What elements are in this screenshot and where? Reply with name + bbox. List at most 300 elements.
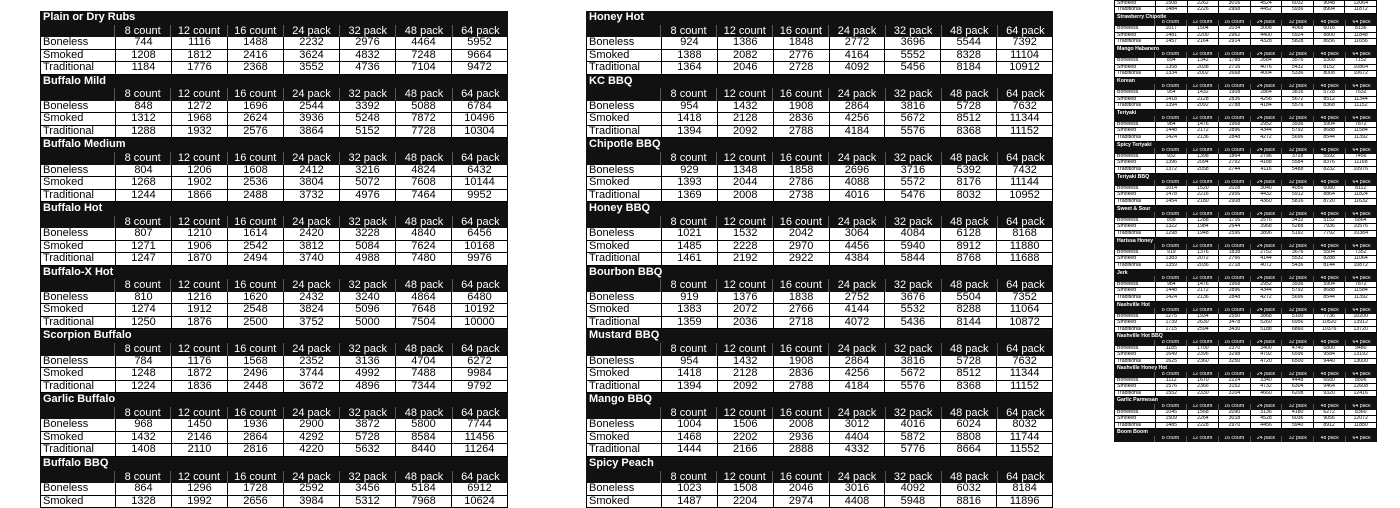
calorie-value: 2172 (1187, 288, 1219, 294)
calorie-value: 1432 (1187, 90, 1219, 96)
table-row (40, 444, 508, 457)
calorie-value: 10912 (996, 62, 1052, 74)
column-header: 24 pack (1250, 404, 1282, 410)
column-header: 64 pack (452, 152, 508, 165)
table-row (1114, 186, 1377, 193)
row-label: Smoked (41, 113, 115, 125)
row-label: Traditional (1115, 167, 1155, 173)
table-row (1114, 199, 1377, 206)
calorie-value: 2922 (773, 253, 829, 265)
calorie-value: 2028 (1218, 186, 1250, 192)
row-label: Traditional (1115, 295, 1155, 301)
table-row (586, 177, 1053, 190)
calorie-value: 4092 (829, 62, 885, 74)
column-header: 64 pack (1345, 212, 1377, 218)
calorie-value: 5072 (339, 177, 395, 189)
column-header: 16 count (1218, 308, 1250, 314)
calorie-value: 5728 (1313, 90, 1345, 96)
calorie-value: 2970 (1218, 423, 1250, 429)
row-label: Boneless (587, 419, 661, 431)
sauce-table (1114, 238, 1377, 270)
table-row (1114, 327, 1377, 334)
sauce-table (1114, 302, 1377, 334)
calorie-value: 3340 (1250, 378, 1282, 384)
calorie-value: 4180 (1281, 410, 1313, 416)
column-header-row (40, 216, 508, 229)
row-label: Smoked (1115, 33, 1155, 39)
calorie-value: 5432 (1281, 65, 1313, 71)
header-spacer (40, 471, 114, 484)
calorie-value: 2036 (717, 317, 773, 329)
column-header: 64 pack (997, 343, 1053, 356)
sauce-table (40, 138, 508, 202)
sauce-title: Plain or Dry Rubs (40, 11, 508, 25)
sauce-title: Honey Hot (586, 11, 1053, 25)
sauce-title: Teriyaki (1114, 110, 1377, 117)
calorie-value: 924 (661, 37, 717, 49)
column-header: 24 pack (828, 88, 884, 101)
column-header: 32 pack (1281, 404, 1313, 410)
column-header: 32 pack (1281, 308, 1313, 314)
row-label: Traditional (1115, 39, 1155, 45)
calorie-value: 8440 (395, 444, 451, 456)
calorie-value: 1649 (1155, 352, 1187, 358)
header-spacer (586, 216, 660, 229)
table-row (586, 126, 1053, 139)
calorie-value: 2128 (717, 368, 773, 380)
calorie-value: 2836 (773, 113, 829, 125)
column-header: 48 pack (1313, 276, 1345, 282)
calorie-value: 2496 (227, 368, 283, 380)
calorie-value: 8368 (1313, 103, 1345, 109)
calorie-value: 2716 (1218, 65, 1250, 71)
column-header: 48 pack (1313, 404, 1345, 410)
table-row (586, 62, 1053, 75)
column-header-row (586, 343, 1053, 356)
calorie-value: 10872 (996, 317, 1052, 329)
column-header: 32 pack (1281, 244, 1313, 250)
column-header: 32 pack (885, 216, 941, 229)
sauce-title: Jerk (1114, 270, 1377, 277)
calorie-value: 4448 (1281, 378, 1313, 384)
column-header: 12 count (170, 343, 226, 356)
calorie-value: 1625 (1155, 359, 1187, 365)
calorie-value: 1485 (661, 241, 717, 253)
calorie-value: 5800 (395, 419, 451, 431)
calorie-value: 5504 (940, 292, 996, 304)
calorie-value: 6456 (451, 228, 507, 240)
calorie-value: 3136 (339, 356, 395, 368)
calorie-value: 1457 (1155, 39, 1187, 45)
row-label: Traditional (1115, 231, 1155, 237)
calorie-value: 1004 (661, 419, 717, 431)
calorie-value: 5368 (1313, 58, 1345, 64)
column-header: 48 pack (1313, 148, 1345, 154)
column-header: 16 count (772, 279, 828, 292)
calorie-value: 4464 (395, 37, 451, 49)
calorie-value: 6032 (940, 483, 996, 495)
calorie-value: 3740 (283, 253, 339, 265)
calorie-value: 5672 (1281, 97, 1313, 103)
calorie-value: 5792 (1281, 128, 1313, 134)
calorie-value: 1568 (1187, 410, 1219, 416)
calorie-value: 3936 (1281, 122, 1313, 128)
calorie-value: 3152 (1218, 384, 1250, 390)
calorie-value: 9056 (1313, 416, 1345, 422)
calorie-value: 2968 (1218, 7, 1250, 13)
calorie-value: 3136 (1250, 410, 1282, 416)
column-header: 48 pack (941, 407, 997, 420)
table-row (586, 50, 1053, 63)
row-label: Traditional (1115, 391, 1155, 397)
calorie-value: 5940 (884, 241, 940, 253)
row-label: Boneless (587, 101, 661, 113)
calorie-value: 1454 (1155, 199, 1187, 205)
table-row (40, 165, 508, 178)
table-row (586, 444, 1053, 457)
column-header: 12 count (170, 279, 226, 292)
calorie-value: 1872 (171, 368, 227, 380)
calorie-value: 2180 (1187, 199, 1219, 205)
column-header: 12 count (1186, 372, 1218, 378)
calorie-value: 4272 (1250, 295, 1282, 301)
row-label: Smoked (41, 496, 115, 508)
calorie-value: 1248 (115, 368, 171, 380)
column-header: 12 count (1186, 308, 1218, 314)
calorie-value: 1508 (1155, 1, 1187, 7)
calorie-value: 3456 (339, 483, 395, 495)
row-label: Smoked (41, 177, 115, 189)
calorie-value: 6080 (1313, 186, 1345, 192)
column-header: 16 count (227, 471, 283, 484)
table-row (1114, 154, 1377, 161)
column-header: 64 pack (452, 407, 508, 420)
table-row (40, 356, 508, 369)
calorie-value: 5776 (884, 444, 940, 456)
table-row (586, 165, 1053, 178)
calorie-value: 2752 (829, 292, 885, 304)
calorie-value: 2396 (1187, 352, 1219, 358)
column-header: 16 count (772, 216, 828, 229)
table-row (586, 356, 1053, 369)
column-header: 8 count (1154, 148, 1186, 154)
row-label: Boneless (1115, 218, 1155, 224)
table-row (1114, 352, 1377, 359)
calorie-value: 11152 (996, 381, 1052, 393)
column-header: 48 pack (395, 279, 451, 292)
column-header: 12 count (716, 343, 772, 356)
column-header: 48 pack (1313, 372, 1345, 378)
calorie-value: 7632 (996, 101, 1052, 113)
row-label: Traditional (41, 126, 115, 138)
column-header: 8 count (1154, 84, 1186, 90)
calorie-value: 3672 (283, 381, 339, 393)
column-header: 64 pack (452, 88, 508, 101)
calorie-value: 2058 (1187, 167, 1219, 173)
calorie-value: 8288 (1313, 256, 1345, 262)
calorie-value: 7736 (1313, 314, 1345, 320)
calorie-value: 2046 (773, 483, 829, 495)
calorie-value: 5248 (339, 113, 395, 125)
calorie-value: 11344 (1344, 97, 1376, 103)
calorie-value: 5592 (1313, 154, 1345, 160)
calorie-value: 5504 (1313, 250, 1345, 256)
calorie-value: 954 (661, 101, 717, 113)
column-header: 8 count (114, 25, 170, 38)
calorie-value: 5476 (884, 190, 940, 202)
table-row (40, 62, 508, 75)
calorie-value: 10200 (1344, 314, 1376, 320)
row-label: Boneless (1115, 346, 1155, 352)
column-header-row (40, 279, 508, 292)
calorie-value: 932 (1155, 154, 1187, 160)
calorie-value: 4864 (395, 292, 451, 304)
calorie-value: 4384 (829, 253, 885, 265)
table-row (40, 483, 508, 496)
calorie-value: 4452 (1250, 7, 1282, 13)
row-label: Smoked (587, 50, 661, 62)
calorie-value: 1112 (1155, 378, 1187, 384)
sauce-title: Garlic Buffalo (40, 393, 508, 407)
calorie-value: 5152 (1313, 218, 1345, 224)
header-spacer (586, 407, 660, 420)
table-row (1114, 218, 1377, 225)
calorie-value: 1394 (661, 381, 717, 393)
calorie-value: 8720 (1313, 199, 1345, 205)
column-header: 48 pack (1313, 180, 1345, 186)
table-row (40, 419, 508, 432)
calorie-value: 8768 (940, 253, 996, 265)
calorie-value: 8544 (1313, 295, 1345, 301)
calorie-value: 2036 (1187, 263, 1219, 269)
calorie-value: 8512 (940, 113, 996, 125)
calorie-value: 2550 (1218, 314, 1250, 320)
calorie-value: 7872 (395, 113, 451, 125)
calorie-value: 2172 (1187, 128, 1219, 134)
calorie-value: 2576 (1250, 218, 1282, 224)
calorie-value: 4344 (1250, 288, 1282, 294)
table-row (1114, 71, 1377, 78)
table-row (1114, 256, 1377, 263)
calorie-value: 5312 (339, 496, 395, 508)
calorie-value: 1271 (115, 241, 171, 253)
calorie-value: 7632 (996, 356, 1052, 368)
calorie-value: 2500 (227, 317, 283, 329)
calorie-value: 1393 (661, 177, 717, 189)
column-header: 16 count (227, 88, 283, 101)
sauce-table (1114, 110, 1377, 142)
sauce-table (1114, 78, 1377, 110)
column-header: 32 pack (339, 88, 395, 101)
calorie-value: 1328 (115, 496, 171, 508)
calorie-value: 4660 (1250, 391, 1282, 397)
calorie-value: 11168 (1344, 160, 1376, 166)
calorie-value: 3984 (283, 496, 339, 508)
calorie-value: 5672 (884, 113, 940, 125)
calorie-value: 2752 (1250, 250, 1282, 256)
column-header: 12 count (716, 407, 772, 420)
column-header-row (586, 279, 1053, 292)
calorie-value: 2416 (227, 50, 283, 62)
column-header: 48 pack (941, 152, 997, 165)
calorie-value: 7968 (395, 496, 451, 508)
calorie-value: 1432 (717, 356, 773, 368)
calorie-value: 1369 (661, 190, 717, 202)
column-header: 64 pack (452, 471, 508, 484)
calorie-value: 2816 (227, 444, 283, 456)
column-header: 12 count (170, 88, 226, 101)
calorie-value: 8328 (940, 50, 996, 62)
sauce-title: Harissa Honey (1114, 238, 1377, 245)
sauce-title: Buffalo Mild (40, 75, 508, 89)
calorie-value: 8376 (1313, 160, 1345, 166)
calorie-value: 4016 (829, 190, 885, 202)
calorie-value: 6800 (1313, 346, 1345, 352)
calorie-value: 1696 (227, 101, 283, 113)
calorie-value: 1509 (1155, 416, 1187, 422)
calorie-value: 1432 (115, 432, 171, 444)
column-header: 16 count (772, 88, 828, 101)
calorie-value: 1250 (115, 317, 171, 329)
calorie-value: 1468 (661, 432, 717, 444)
row-label: Boneless (41, 165, 115, 177)
calorie-value: 4016 (884, 419, 940, 431)
column-header: 16 count (772, 25, 828, 38)
calorie-value: 11552 (996, 444, 1052, 456)
column-header: 48 pack (395, 471, 451, 484)
column-header: 8 count (1154, 244, 1186, 250)
calorie-value: 2908 (1218, 199, 1250, 205)
table-row (1114, 103, 1377, 110)
column-header: 16 count (1218, 212, 1250, 218)
calorie-value: 3016 (1218, 1, 1250, 7)
calorie-value: 3804 (283, 177, 339, 189)
column-header: 48 pack (941, 343, 997, 356)
calorie-value: 1716 (1218, 218, 1250, 224)
calorie-value: 7632 (1344, 90, 1376, 96)
calorie-value: 2788 (1218, 103, 1250, 109)
calorie-value: 2936 (773, 432, 829, 444)
calorie-value: 11584 (1344, 128, 1376, 134)
calorie-value: 10976 (1344, 167, 1376, 173)
column-header: 12 count (716, 279, 772, 292)
table-row (1114, 122, 1377, 129)
column-header: 16 count (1218, 84, 1250, 90)
calorie-value: 1936 (227, 419, 283, 431)
calorie-value: 3576 (1281, 58, 1313, 64)
column-header: 32 pack (885, 407, 941, 420)
calorie-value: 6208 (1281, 391, 1313, 397)
calorie-value: 1383 (1155, 256, 1187, 262)
calorie-value: 11104 (996, 50, 1052, 62)
calorie-value: 2488 (227, 190, 283, 202)
calorie-value: 4272 (1250, 135, 1282, 141)
calorie-value: 2128 (717, 113, 773, 125)
calorie-value: 1206 (171, 165, 227, 177)
calorie-value: 2786 (773, 177, 829, 189)
table-row (1114, 224, 1377, 231)
calorie-value: 5904 (1313, 122, 1345, 128)
calorie-value: 3864 (283, 126, 339, 138)
calorie-value: 2136 (1187, 295, 1219, 301)
column-header: 24 pack (1250, 20, 1282, 26)
calorie-value: 2744 (1218, 167, 1250, 173)
calorie-value: 1359 (661, 317, 717, 329)
row-label: Boneless (41, 483, 115, 495)
column-header: 32 pack (885, 152, 941, 165)
calorie-value: 1376 (1187, 250, 1219, 256)
calorie-value: 3896 (1250, 231, 1282, 237)
column-header: 8 count (114, 88, 170, 101)
calorie-value: 2864 (1250, 90, 1282, 96)
sauce-table (40, 457, 508, 508)
calorie-value: 12416 (1344, 391, 1376, 397)
calorie-value: 6272 (451, 356, 507, 368)
calorie-value: 5948 (884, 496, 940, 508)
row-label: Traditional (1115, 135, 1155, 141)
table-row (40, 228, 508, 241)
column-header: 12 count (170, 152, 226, 165)
calorie-value: 2718 (1218, 263, 1250, 269)
calorie-value: 4328 (1250, 39, 1282, 45)
calorie-value: 5456 (884, 62, 940, 74)
row-label: Smoked (587, 113, 661, 125)
column-header: 24 pack (1250, 372, 1282, 378)
row-label: Boneless (1115, 122, 1155, 128)
calorie-value: 8008 (1313, 71, 1345, 77)
calorie-value: 11848 (1344, 33, 1376, 39)
calorie-value: 9480 (1344, 346, 1376, 352)
calorie-value: 10168 (451, 241, 507, 253)
sauce-table (586, 329, 1053, 393)
column-header: 64 pack (997, 471, 1053, 484)
calorie-value: 1908 (773, 356, 829, 368)
calorie-value: 4456 (829, 241, 885, 253)
calorie-value: 8184 (940, 62, 996, 74)
calorie-value: 5392 (940, 165, 996, 177)
column-header: 32 pack (1281, 372, 1313, 378)
calorie-value: 3018 (1218, 416, 1250, 422)
column-header: 48 pack (1313, 116, 1345, 122)
calorie-value: 2432 (283, 292, 339, 304)
calorie-value: 1184 (115, 62, 171, 74)
calorie-value: 13192 (1344, 352, 1376, 358)
calorie-value: 2204 (717, 496, 773, 508)
calorie-value: 1812 (171, 50, 227, 62)
calorie-value: 6432 (451, 165, 507, 177)
calorie-value: 5696 (1281, 135, 1313, 141)
calorie-value: 8656 (1313, 39, 1345, 45)
column-header: 8 count (1154, 20, 1186, 26)
column-header: 16 count (772, 407, 828, 420)
calorie-value: 9792 (451, 381, 507, 393)
column-header: 64 pack (997, 279, 1053, 292)
calorie-value: 1984 (1187, 224, 1219, 230)
calorie-value: 1864 (1218, 154, 1250, 160)
calorie-value: 6864 (1344, 218, 1376, 224)
header-spacer (40, 25, 114, 38)
column-header: 24 pack (283, 88, 339, 101)
row-label: Smoked (1115, 320, 1155, 326)
calorie-value: 6036 (1281, 416, 1313, 422)
calorie-value: 10872 (1344, 263, 1376, 269)
calorie-value: 11344 (996, 368, 1052, 380)
calorie-value: 2952 (1250, 282, 1282, 288)
calorie-value: 1608 (227, 165, 283, 177)
calorie-value: 8032 (940, 190, 996, 202)
column-header: 48 pack (941, 471, 997, 484)
column-header: 8 count (660, 343, 716, 356)
